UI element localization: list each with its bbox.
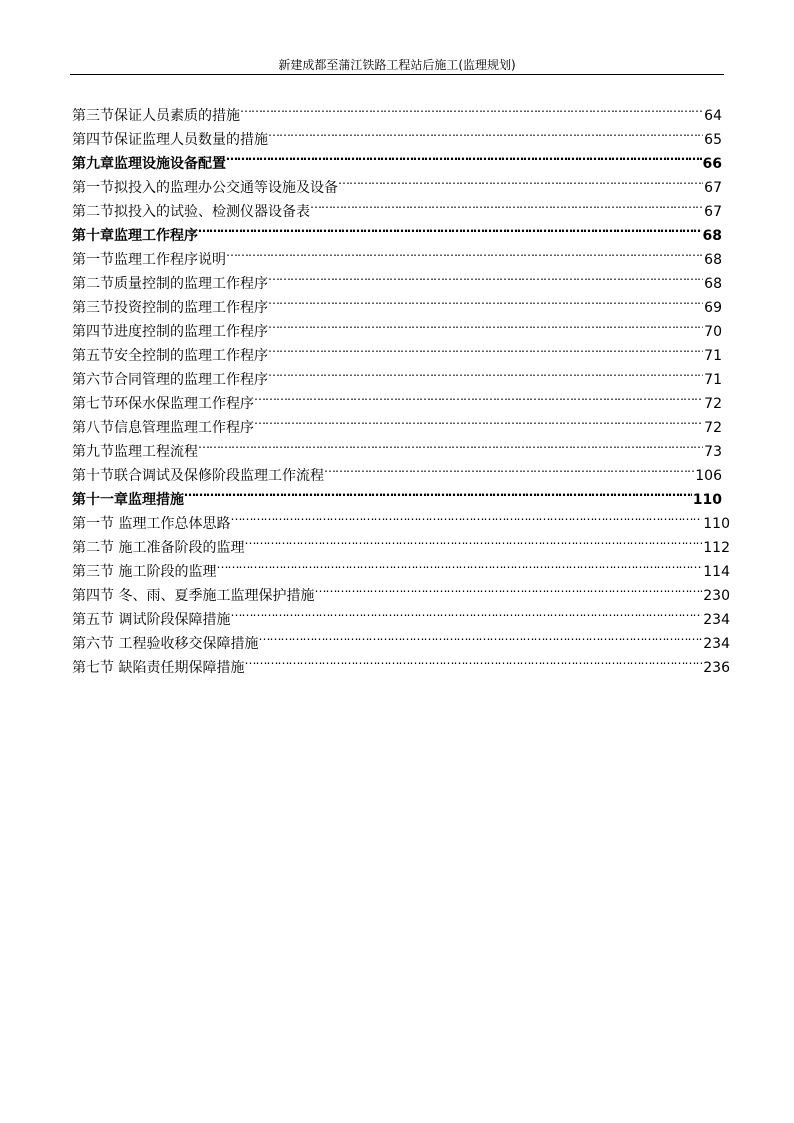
toc-dot-leader: [254, 384, 703, 408]
toc-dot-leader: [258, 624, 702, 648]
toc-entry-title: 第四节进度控制的监理工作程序: [72, 324, 268, 340]
toc-section-entry[interactable]: [72, 96, 722, 124]
toc-entry-title: 第九章监理设施设备配置: [72, 156, 226, 172]
toc-entry-title: 第五节安全控制的监理工作程序: [72, 348, 268, 364]
toc-entry-page-number: 72: [704, 396, 722, 412]
toc-dot-leader: [268, 120, 703, 144]
toc-entry-title: 第二节 施工准备阶段的监理: [72, 540, 245, 556]
toc-dot-leader: [226, 144, 702, 168]
toc-entry-title: 第四节保证监理人员数量的措施: [72, 132, 268, 148]
toc-entry-page-number: 68: [704, 252, 722, 268]
header-rule: [70, 74, 724, 75]
page-header: 新建成都至蒲江铁路工程站后施工(监理规划): [278, 58, 516, 72]
toc-dot-leader: [230, 600, 702, 624]
toc-entry-page-number: 110: [703, 516, 730, 532]
toc-entry-title: 第三节投资控制的监理工作程序: [72, 300, 268, 316]
toc-entry-page-number: 71: [704, 348, 722, 364]
toc-dot-leader: [324, 456, 694, 480]
toc-entry-page-number: 234: [703, 612, 730, 628]
toc-dot-leader: [184, 480, 692, 504]
toc-entry-page-number: 67: [704, 204, 722, 220]
toc-dot-leader: [268, 264, 703, 288]
toc-dot-leader: [314, 576, 702, 600]
toc-entry-title: 第十一章监理措施: [72, 492, 184, 508]
toc-entry-title: 第三节 施工阶段的监理: [72, 564, 217, 580]
toc-dot-leader: [226, 240, 703, 264]
toc-entry-title: 第一节监理工作程序说明: [72, 252, 226, 268]
toc-entry-page-number: 106: [695, 468, 722, 484]
toc-dot-leader: [338, 168, 703, 192]
toc-entry-title: 第一节 监理工作总体思路: [72, 516, 231, 532]
toc-dot-leader: [254, 408, 703, 432]
toc-entry-title: 第六节 工程验收移交保障措施: [72, 636, 259, 652]
toc-entry-title: 第七节环保水保监理工作程序: [72, 396, 254, 412]
toc-dot-leader: [268, 336, 703, 360]
toc-entry-page-number: 114: [703, 564, 730, 580]
toc-dot-leader: [244, 648, 702, 672]
toc-entry-page-number: 112: [703, 540, 730, 556]
toc-entry-title: 第四节 冬、雨、夏季施工监理保护措施: [72, 588, 315, 604]
toc-dot-leader: [198, 216, 702, 240]
toc-entry-title: 第五节 调试阶段保障措施: [72, 612, 231, 628]
toc-entry-title: 第十节联合调试及保修阶段监理工作流程: [72, 468, 324, 484]
toc-entry-page-number: 73: [704, 444, 722, 460]
toc-entry-page-number: 110: [692, 492, 722, 508]
toc-entry-title: 第七节 缺陷责任期保障措施: [72, 660, 245, 676]
toc-dot-leader: [310, 192, 703, 216]
toc-entry-page-number: 65: [704, 132, 722, 148]
toc-entry-page-number: 234: [703, 636, 730, 652]
toc-entry-title: 第三节保证人员素质的措施: [72, 108, 240, 124]
toc-entry-title: 第六节合同管理的监理工作程序: [72, 372, 268, 388]
toc-entry-title: 第一节拟投入的监理办公交通等设施及设备: [72, 180, 338, 196]
toc-entry-page-number: 70: [704, 324, 722, 340]
toc-dot-leader: [268, 360, 703, 384]
toc-entry-title: 第九节监理工程流程: [72, 444, 198, 460]
toc-dot-leader: [268, 288, 703, 312]
toc-entry-page-number: 72: [704, 420, 722, 436]
toc-dot-leader: [216, 552, 702, 576]
toc-entry-title: 第二节质量控制的监理工作程序: [72, 276, 268, 292]
toc-entry-page-number: 68: [704, 276, 722, 292]
toc-entry-page-number: 64: [704, 108, 722, 124]
toc-dot-leader: [230, 504, 702, 528]
toc-entry-page-number: 67: [704, 180, 722, 196]
toc-dot-leader: [240, 96, 703, 120]
toc-entry-page-number: 66: [702, 156, 722, 172]
toc-entry-page-number: 71: [704, 372, 722, 388]
toc-entry-title: 第十章监理工作程序: [72, 228, 198, 244]
toc-entry-title: 第八节信息管理监理工作程序: [72, 420, 254, 436]
toc-entry-page-number: 236: [703, 660, 730, 676]
toc-entry-page-number: 68: [702, 228, 722, 244]
toc-entry-page-number: 230: [703, 588, 730, 604]
toc-dot-leader: [244, 528, 702, 552]
toc-entry-title: 第二节拟投入的试验、检测仪器设备表: [72, 204, 310, 220]
toc-dot-leader: [198, 432, 703, 456]
table-of-contents: [72, 96, 730, 676]
toc-dot-leader: [268, 312, 703, 336]
toc-entry-page-number: 69: [704, 300, 722, 316]
